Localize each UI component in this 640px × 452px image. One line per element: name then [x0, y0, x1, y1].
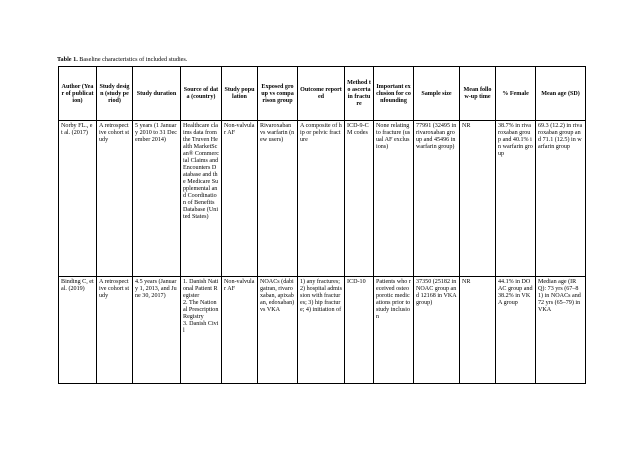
caption-label: Table 1. — [57, 56, 78, 63]
header-author: Author (Year of publication) — [59, 67, 97, 121]
table-cell: Rivaroxaban vs warfarin (new users) — [258, 121, 298, 277]
table-cell: NOACs (dabigatran, rivaroxaban, apixaban, edoxaban) vs VKA — [258, 277, 298, 384]
header-outcome: Outcome reported — [298, 67, 345, 121]
table-header-row — [59, 67, 586, 121]
table-cell: NR — [460, 121, 496, 277]
table-cell: Patients who received osteoporotic medications prior to study inclusion — [374, 277, 414, 384]
header-exclusion: Important exclusion for confounding — [374, 67, 414, 121]
table-row — [59, 121, 586, 277]
header-sample-size: Sample size — [414, 67, 460, 121]
table-cell: 1) any fractures; 2) hospital admission with fractures; 3) hip fracture; 4) initiation of — [298, 277, 345, 384]
header-study-design: Study design (study period) — [97, 67, 133, 121]
table-cell: Non-valvular AF — [222, 277, 258, 384]
header-method: Method to ascertain fracture — [345, 67, 374, 121]
table-cell: Binding C, et al. (2019) — [59, 277, 97, 384]
header-exposed-group: Exposed group vs comparison group — [258, 67, 298, 121]
header-mean-age: Mean age (SD) — [536, 67, 586, 121]
table-cell: A retrospective cohort study — [97, 277, 133, 384]
table-cell: ICD-10 — [345, 277, 374, 384]
table-cell: 37350 (25182 in NOAC group and 12168 in VKA group) — [414, 277, 460, 384]
table-cell: Healthcare claims data from the Truven Health MarketScan® Commercial Claims and Encounters Database and the Medicare Supplemental and Coordination of Benefits Database (United States) — [181, 121, 222, 277]
table-cell: 38.7% in rivaroxaban group and 40.1% in warfarin group — [496, 121, 536, 277]
header-study-duration: Study duration — [133, 67, 181, 121]
header-study-population: Study population — [222, 67, 258, 121]
table-cell: NR — [460, 277, 496, 384]
header-source-of-data: Source of data (country) — [181, 67, 222, 121]
header-female: % Female — [496, 67, 536, 121]
table-caption — [57, 56, 187, 63]
table-cell: 69.3 (12.2) in rivaroxaban group and 71.1 (12.5) in warfarin group — [536, 121, 586, 277]
baseline-characteristics-table — [58, 66, 586, 384]
caption-text: Baseline characteristics of included studies. — [77, 56, 188, 63]
table-cell: 1. Danish National Patient Register 2. The National Prescription Registry 3. Danish Civil — [181, 277, 222, 384]
table-cell: Median age (IRQ): 73 yrs (67–81) in NOACs and 72 yrs (65–79) in VKA — [536, 277, 586, 384]
table-cell: ICD-9-CM codes — [345, 121, 374, 277]
table-cell: Non-valvular AF — [222, 121, 258, 277]
table-cell: 44.1% in DOAC group and 38.2% in VKA group — [496, 277, 536, 384]
table-cell: None relating to fracture (usual AF exclusions) — [374, 121, 414, 277]
table-cell: Norby FL., et al. (2017) — [59, 121, 97, 277]
table-cell: A composite of hip or pelvic fracture — [298, 121, 345, 277]
table-row — [59, 277, 586, 384]
table-cell: 4.5 years (January 1, 2013, and June 30, 2017) — [133, 277, 181, 384]
table-cell: A retrospective cohort study — [97, 121, 133, 277]
table-cell: 77991 (32495 in rivaroxaban group and 45496 in warfarin group) — [414, 121, 460, 277]
header-follow-up: Mean follow-up time — [460, 67, 496, 121]
table-cell: 5 years (1 January 2010 to 31 December 2014) — [133, 121, 181, 277]
